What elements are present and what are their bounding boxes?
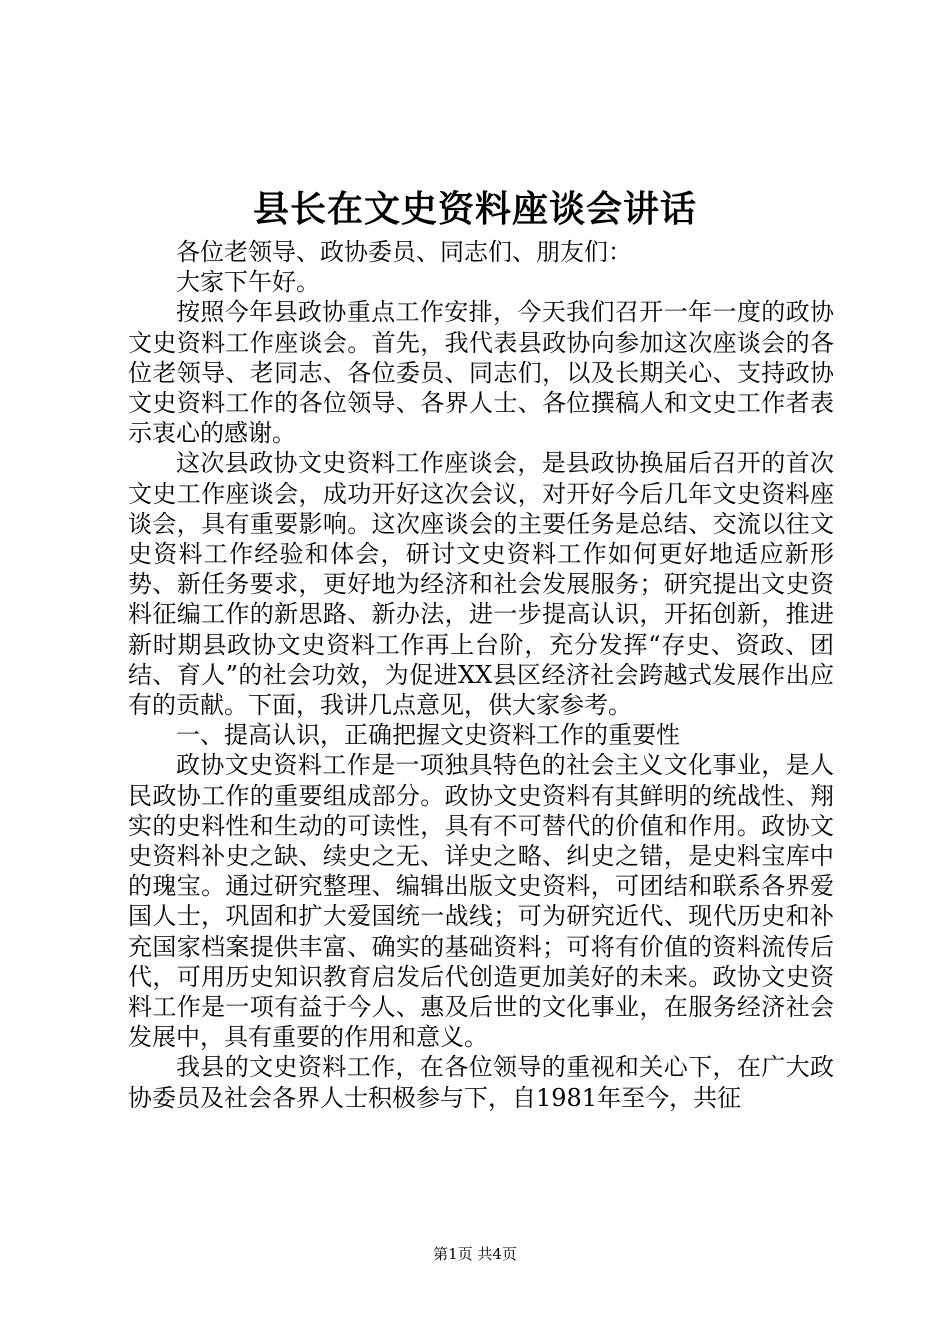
purpose-paragraph: 这次县政协文史资料工作座谈会，是县政协换届后召开的首次文史工作座谈会，成功开好这次会议，对开好今后几年文史资料座谈会，具有重要影响。这次座谈会的主要任务是总结、交流以往文史资料工作经验和体会，研讨文史资料工作如何更好地适应新形势、新任务要求，更好地为经济和社会发展服务；研究提出文史资料征编工作的新思路、新办法，进一步提高认识，开拓创新，推进新时期县政协文史资料工作再上台阶，充分发挥“存史、资政、团结、育人”的社会功效，为促进XX县区经济社会跨越式发展作出应有的贡献。下面，我讲几点意见，供大家参考。 <box>128 449 834 720</box>
page-footer: 第1页 共4页 <box>433 1245 517 1263</box>
document-body <box>128 237 834 1113</box>
salutation-paragraph: 大家下午好。 <box>176 268 320 297</box>
history-paragraph: 我县的文史资料工作，在各位领导的重视和关心下，在广大政协委员及社会各界人士积极参与下，自1981年至今，共征 <box>128 1053 834 1112</box>
greeting-paragraph: 各位老领导、政协委员、同志们、朋友们： <box>176 238 632 266</box>
section-heading-1: 一、提高认识，正确把握文史资料工作的重要性 <box>176 721 680 750</box>
intro-paragraph: 按照今年县政协重点工作安排，今天我们召开一年一度的政协文史资料工作座谈会。首先，我代表县政协向参加这次座谈会的各位老领导、老同志、各位委员、同志们，以及长期关心、支持政协文史资料工作的各位领导、各界人士、各位撰稿人和文史工作者表示衷心的感谢。 <box>128 298 834 448</box>
document-title: 县长在文史资料座谈会讲话 <box>252 188 697 230</box>
importance-paragraph: 政协文史资料工作是一项独具特色的社会主义文化事业，是人民政协工作的重要组成部分。政协文史资料有其鲜明的统战性、翔实的史料性和生动的可读性，具有不可替代的价值和作用。政协文史资料补史之缺、续史之无、详史之略、纠史之错，是史料宝库中的瑰宝。通过研究整理、编辑出版文史资料，可团结和联系各界爱国人士，巩固和扩大爱国统一战线；可为研究近代、现代历史和补充国家档案提供丰富、确实的基础资料；可将有价值的资料流传后代，可用历史知识教育启发后代创造更加美好的未来。政协文史资料工作是一项有益于今人、惠及后世的文化事业，在服务经济社会发展中，具有重要的作用和意义。 <box>128 751 834 1052</box>
